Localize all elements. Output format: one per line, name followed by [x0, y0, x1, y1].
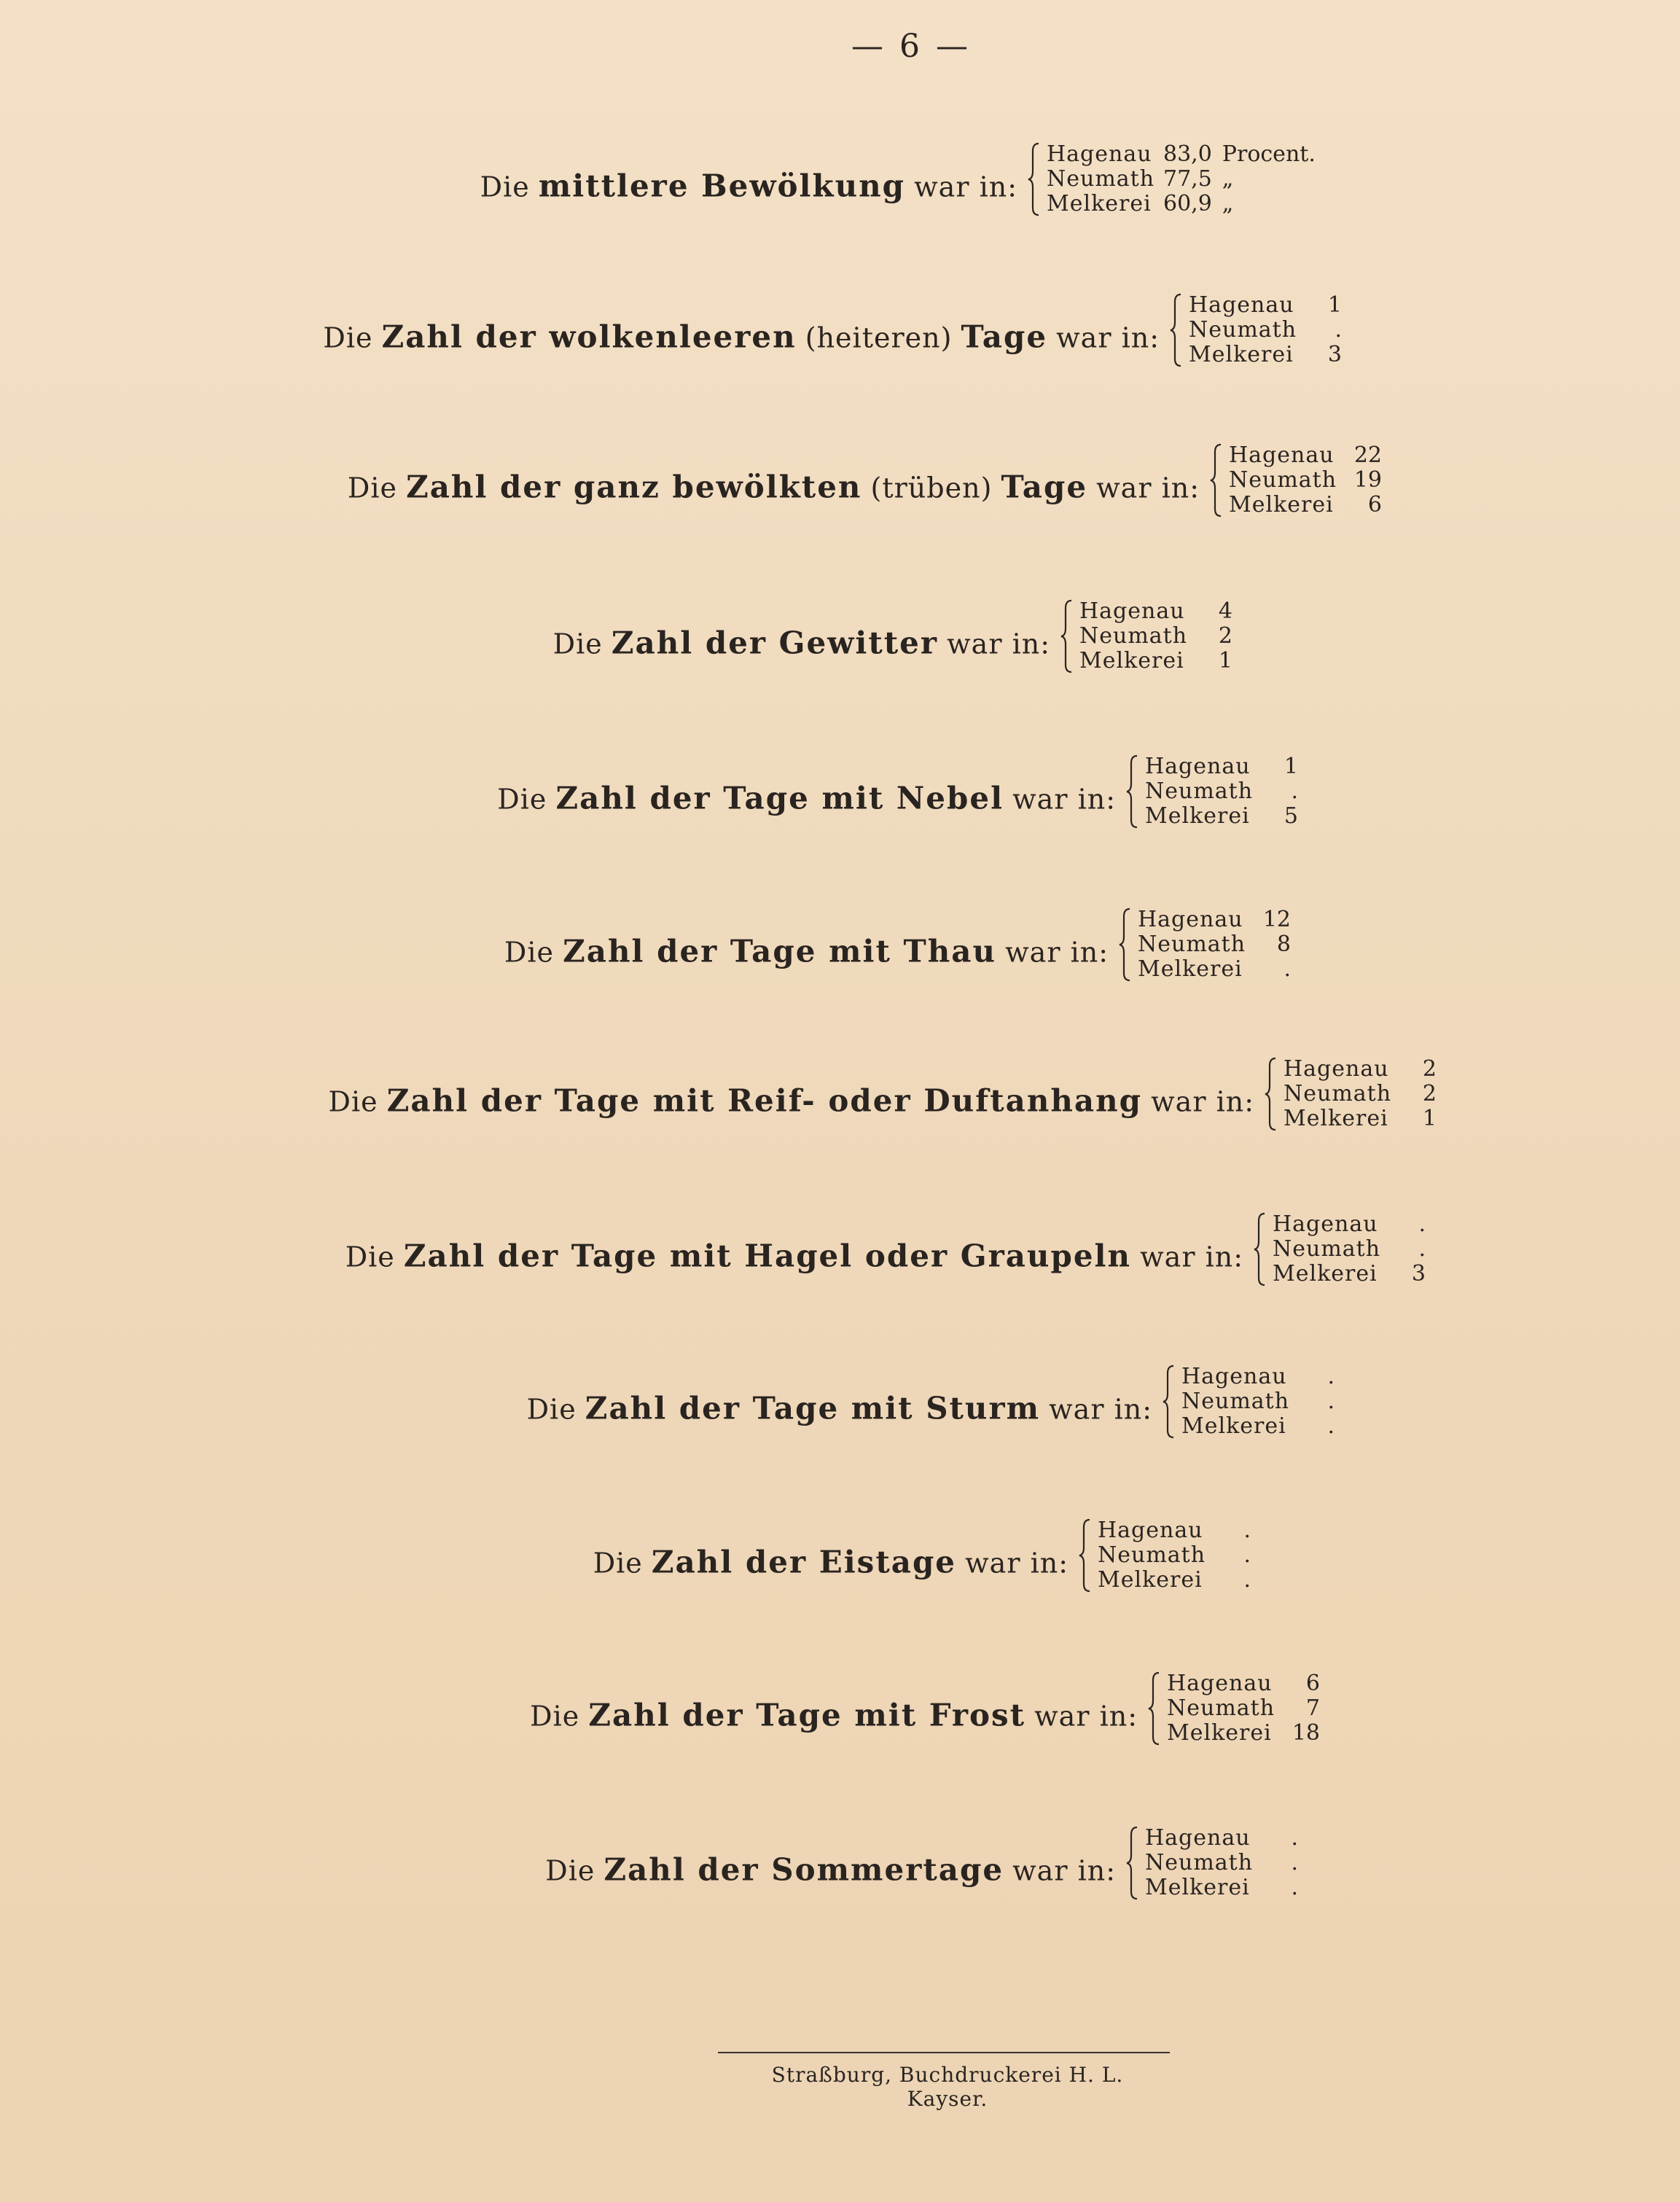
station-value: 6	[1367, 492, 1382, 518]
observation-sentence	[323, 319, 1160, 355]
station-value: 2	[1422, 1081, 1437, 1106]
station-name: Melkerei	[1047, 191, 1152, 216]
sentence-prefix: Die	[593, 1547, 643, 1580]
station-value: .	[1335, 317, 1342, 343]
sentence-subject: Zahl der Tage mit Thau	[563, 933, 997, 969]
station-value: .	[1291, 778, 1298, 804]
value-unit: Procent.	[1222, 141, 1316, 167]
station-name: Neumath	[1079, 623, 1188, 649]
station-name: Neumath	[1145, 778, 1254, 804]
station-row	[1181, 1414, 1335, 1439]
station-values	[1138, 907, 1291, 982]
station-name: Hagenau	[1284, 1056, 1389, 1082]
station-value: .	[1284, 956, 1291, 982]
station-values	[1284, 1057, 1437, 1131]
observation-entry	[0, 443, 1680, 531]
station-name: Hagenau	[1079, 598, 1185, 624]
sentence-suffix: war in:	[914, 171, 1017, 203]
observation-entry	[0, 1518, 1680, 1606]
observation-sentence	[593, 1545, 1068, 1580]
observation-sentence	[497, 781, 1116, 816]
observation-sentence	[504, 934, 1109, 969]
station-name: Hagenau	[1229, 442, 1335, 468]
station-value: 12	[1262, 907, 1291, 932]
station-name: Neumath	[1229, 467, 1337, 493]
station-name: Melkerei	[1098, 1567, 1203, 1593]
station-name: Neumath	[1189, 317, 1297, 343]
station-row	[1098, 1543, 1251, 1568]
curly-brace	[1163, 1364, 1176, 1439]
station-value: 60,9	[1163, 191, 1212, 216]
station-name: Neumath	[1167, 1695, 1275, 1721]
station-row	[1229, 443, 1382, 468]
curly-brace	[1265, 1057, 1278, 1131]
station-row	[1098, 1518, 1251, 1543]
observation-sentence	[527, 1391, 1152, 1426]
station-row	[1145, 754, 1298, 779]
station-row	[1079, 599, 1232, 624]
sentence-prefix: Die	[526, 1393, 577, 1426]
observation-sentence	[345, 1238, 1243, 1274]
station-row	[1273, 1212, 1426, 1237]
sentence-subject: Zahl der Gewitter	[611, 625, 939, 661]
station-value: 1	[1218, 648, 1232, 674]
sentence-subject-tail: Tage	[961, 319, 1048, 355]
station-value: 5	[1284, 803, 1298, 829]
sentence-prefix: Die	[345, 1241, 395, 1273]
curly-brace	[1126, 1826, 1139, 1900]
sentence-prefix: Die	[552, 628, 603, 660]
station-value: 8	[1276, 932, 1291, 957]
station-row	[1145, 804, 1298, 829]
observation-entry	[0, 1671, 1680, 1759]
curly-brace	[1079, 1518, 1092, 1593]
station-value: 7	[1305, 1695, 1320, 1721]
station-name: Neumath	[1145, 1850, 1254, 1875]
observation-entry	[0, 599, 1680, 687]
value-unit: „	[1222, 191, 1234, 216]
station-row	[1098, 1568, 1251, 1593]
station-value: .	[1327, 1413, 1335, 1439]
station-values	[1181, 1364, 1335, 1439]
sentence-suffix: war in:	[1012, 1854, 1116, 1887]
observation-sentence	[530, 1698, 1138, 1733]
footer-rule	[718, 2052, 1170, 2053]
station-value: .	[1291, 1825, 1298, 1851]
sentence-prefix: Die	[504, 936, 554, 969]
station-row	[1145, 779, 1298, 804]
station-name: Neumath	[1098, 1542, 1206, 1568]
station-name: Neumath	[1138, 932, 1246, 957]
station-values	[1079, 599, 1232, 674]
station-name: Melkerei	[1273, 1261, 1378, 1287]
observation-entry	[0, 1364, 1680, 1452]
sentence-parenthetical: (heiteren)	[805, 321, 953, 354]
station-value: .	[1327, 1389, 1335, 1414]
station-values	[1273, 1212, 1426, 1287]
curly-brace	[1148, 1671, 1161, 1746]
sentence-suffix: war in:	[1056, 321, 1160, 354]
sentence-prefix: Die	[323, 321, 373, 354]
station-row	[1145, 1875, 1298, 1900]
station-value: 1	[1422, 1106, 1437, 1131]
station-name: Melkerei	[1167, 1720, 1272, 1746]
station-name: Hagenau	[1138, 907, 1243, 932]
sentence-subject: Zahl der Eistage	[651, 1544, 957, 1580]
sentence-suffix: war in:	[1034, 1700, 1138, 1733]
station-values	[1167, 1671, 1320, 1746]
observation-entry	[0, 142, 1680, 230]
sentence-subject: Zahl der Tage mit Hagel oder Graupeln	[403, 1238, 1132, 1274]
station-row	[1284, 1106, 1437, 1131]
station-name: Melkerei	[1189, 342, 1294, 367]
station-row	[1138, 907, 1291, 932]
station-value: .	[1243, 1567, 1251, 1593]
station-value: 3	[1411, 1261, 1426, 1287]
sentence-suffix: war in:	[1012, 783, 1116, 816]
station-row	[1167, 1671, 1320, 1696]
station-values	[1047, 141, 1316, 216]
printer-imprint: Straßburg, Buchdruckerei H. L. Kayser.	[771, 2063, 1124, 2111]
station-value: 83,0	[1163, 141, 1212, 167]
sentence-suffix: war in:	[947, 628, 1050, 660]
station-name: Melkerei	[1145, 1875, 1250, 1900]
station-name: Melkerei	[1079, 648, 1184, 674]
observation-sentence	[553, 625, 1050, 661]
curly-brace	[1126, 754, 1139, 829]
station-row	[1229, 493, 1382, 518]
station-value: 4	[1218, 598, 1232, 624]
station-row	[1145, 1826, 1298, 1851]
sentence-suffix: war in:	[1096, 472, 1200, 504]
station-name: Melkerei	[1145, 803, 1250, 829]
value-unit: „	[1222, 166, 1234, 192]
observation-entry	[0, 907, 1680, 995]
station-value: .	[1418, 1211, 1426, 1237]
station-row	[1167, 1721, 1320, 1746]
sentence-subject: Zahl der Tage mit Sturm	[585, 1390, 1041, 1426]
sentence-subject: Zahl der wolkenleeren	[381, 319, 797, 355]
observation-sentence	[348, 469, 1200, 505]
sentence-prefix: Die	[545, 1854, 595, 1887]
station-value: .	[1243, 1518, 1251, 1543]
curly-brace	[1028, 142, 1041, 216]
station-row	[1284, 1057, 1437, 1082]
station-values	[1098, 1518, 1251, 1593]
curly-brace	[1060, 599, 1074, 674]
sentence-subject: Zahl der Sommertage	[603, 1851, 1004, 1888]
station-name: Hagenau	[1189, 292, 1294, 318]
station-value: .	[1418, 1236, 1426, 1262]
sentence-suffix: war in:	[1049, 1393, 1152, 1426]
observation-entry	[0, 1057, 1680, 1144]
curly-brace	[1210, 443, 1223, 518]
station-value: 2	[1422, 1056, 1437, 1082]
observation-entry	[0, 1212, 1680, 1300]
station-value: 3	[1327, 342, 1342, 367]
station-row	[1079, 649, 1232, 674]
station-row	[1273, 1237, 1426, 1262]
curly-brace	[1170, 293, 1183, 367]
station-value: .	[1327, 1364, 1335, 1389]
sentence-subject-tail: Tage	[1001, 469, 1088, 505]
station-row	[1189, 343, 1342, 367]
station-name: Neumath	[1273, 1236, 1381, 1262]
station-name: Neumath	[1181, 1389, 1290, 1414]
curly-brace	[1254, 1212, 1267, 1287]
observation-entry	[0, 293, 1680, 380]
station-row	[1181, 1389, 1335, 1414]
curly-brace	[1119, 907, 1132, 982]
station-name: Hagenau	[1098, 1518, 1203, 1543]
station-value: .	[1291, 1850, 1298, 1875]
station-value: 19	[1353, 467, 1382, 493]
station-name: Hagenau	[1145, 1825, 1251, 1851]
station-row	[1138, 932, 1291, 957]
sentence-subject: Zahl der ganz bewölkten	[406, 469, 862, 505]
station-value: 1	[1327, 292, 1342, 318]
station-value: 18	[1292, 1720, 1320, 1746]
sentence-parenthetical: (trüben)	[870, 472, 993, 504]
observation-entry	[0, 754, 1680, 842]
station-row	[1047, 141, 1316, 167]
sentence-prefix: Die	[497, 783, 547, 816]
station-row	[1189, 318, 1342, 343]
station-row	[1145, 1851, 1298, 1875]
sentence-suffix: war in:	[1151, 1085, 1254, 1118]
station-row	[1079, 624, 1232, 649]
observation-sentence	[480, 168, 1017, 204]
station-name: Melkerei	[1181, 1413, 1286, 1439]
observation-entry	[0, 1826, 1680, 1913]
observation-sentence	[329, 1083, 1254, 1119]
station-value: .	[1243, 1542, 1251, 1568]
station-row	[1167, 1696, 1320, 1721]
station-value: 77,5	[1163, 166, 1212, 192]
station-values	[1229, 443, 1382, 518]
station-row	[1229, 468, 1382, 493]
station-values	[1145, 754, 1298, 829]
station-name: Melkerei	[1138, 956, 1243, 982]
sentence-prefix: Die	[347, 472, 397, 504]
page-number: — 6 —	[851, 28, 971, 65]
station-values	[1189, 293, 1342, 367]
station-name: Hagenau	[1145, 754, 1251, 779]
station-row	[1181, 1364, 1335, 1389]
station-row	[1273, 1262, 1426, 1287]
station-name: Melkerei	[1229, 492, 1334, 518]
station-name: Hagenau	[1167, 1671, 1273, 1696]
station-name: Neumath	[1284, 1081, 1392, 1106]
sentence-prefix: Die	[480, 171, 530, 203]
station-value: 6	[1305, 1671, 1320, 1696]
sentence-prefix: Die	[328, 1085, 378, 1118]
station-name: Hagenau	[1047, 141, 1152, 167]
sentence-subject: mittlere Bewölkung	[538, 168, 906, 204]
sentence-subject: Zahl der Tage mit Nebel	[555, 780, 1004, 816]
sentence-subject: Zahl der Tage mit Frost	[588, 1697, 1026, 1733]
station-value: .	[1291, 1875, 1298, 1900]
station-value: 2	[1218, 623, 1232, 649]
sentence-suffix: war in:	[1005, 936, 1109, 969]
station-values	[1145, 1826, 1298, 1900]
station-value: 1	[1284, 754, 1298, 779]
station-name: Hagenau	[1181, 1364, 1287, 1389]
sentence-prefix: Die	[530, 1700, 580, 1733]
sentence-suffix: war in:	[965, 1547, 1068, 1580]
station-value: 22	[1353, 442, 1382, 468]
station-row	[1047, 192, 1310, 216]
station-row	[1138, 957, 1291, 982]
station-name: Hagenau	[1273, 1211, 1378, 1237]
sentence-subject: Zahl der Tage mit Reif- oder Duftanhang	[386, 1082, 1143, 1119]
observation-sentence	[545, 1852, 1116, 1888]
station-row	[1047, 167, 1310, 192]
station-row	[1284, 1082, 1437, 1106]
station-name: Neumath	[1047, 166, 1155, 192]
station-row	[1189, 293, 1342, 318]
sentence-suffix: war in:	[1140, 1241, 1243, 1273]
station-name: Melkerei	[1284, 1106, 1388, 1131]
